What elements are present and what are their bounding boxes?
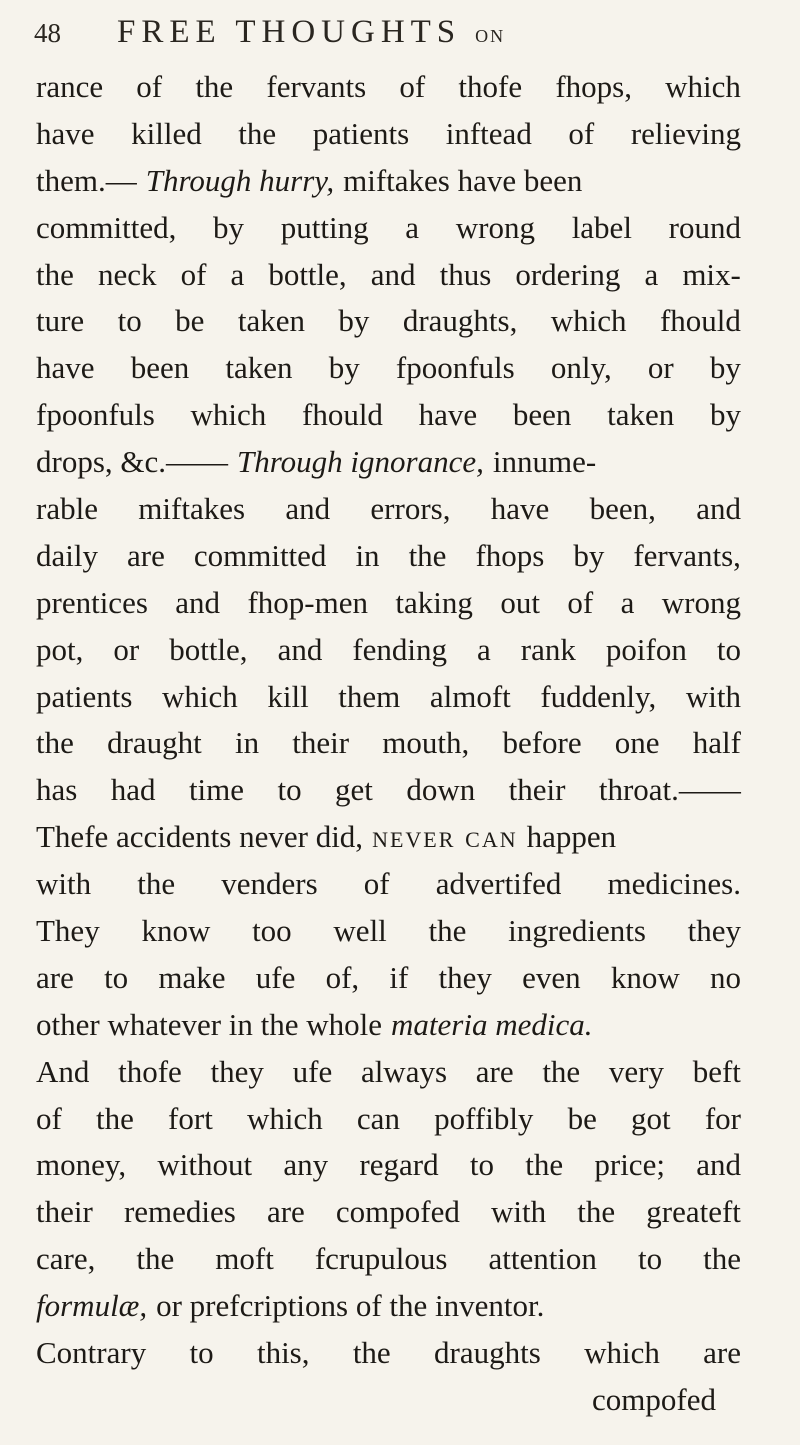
word: draught [107,725,202,761]
word: bottle, [268,256,347,292]
word: relieving [630,115,741,151]
word: has [36,772,78,808]
word: pot, [36,631,84,667]
word: to [469,1147,494,1183]
word: got [631,1100,671,1136]
catchword: compofed [592,1381,716,1417]
word: And [36,1053,90,1089]
word: They [36,913,100,949]
word: the [238,115,277,151]
word: beft [692,1053,741,1089]
italic-phrase: Through hurry, [145,162,335,198]
word: and [696,1147,741,1183]
word: and [277,631,323,667]
word: fpoonfuls [395,350,515,386]
word: fhould [659,303,741,339]
word: ufe [292,1053,333,1089]
word: rank [520,631,576,667]
word: ture [36,303,85,339]
text-line [36,908,741,955]
word: well [333,913,387,949]
word: the [703,1241,741,1277]
word: for [704,1100,741,1136]
word: to [117,303,142,339]
word: kill [267,678,309,714]
word: been [130,350,190,386]
word: if [389,959,409,995]
word: are [127,537,165,573]
word: with [491,1194,547,1230]
word: without [157,1147,253,1183]
text-span: happen [526,819,617,855]
word: the [96,1100,134,1136]
text-line [36,1283,741,1330]
word: of [363,866,390,902]
word: the [36,725,74,761]
word: fhould [302,397,383,433]
word: only, [550,350,612,386]
word: price; [594,1147,665,1183]
word: to [277,772,302,808]
word: Contrary [36,1335,147,1371]
word: had [110,772,156,808]
word: half [692,725,741,761]
word: of [180,256,207,292]
word: any [283,1147,329,1183]
word: remedies [123,1194,236,1230]
word: thofe [458,69,523,104]
word: been [512,397,572,433]
word: be [175,303,205,339]
word: taken [237,303,305,339]
word: daily [36,537,98,573]
word: have [36,350,95,386]
word: in [355,537,380,573]
word: prentices [36,584,148,620]
word: thus [439,256,492,292]
word: to [637,1241,663,1277]
word: round [668,209,741,245]
word: and [370,256,416,292]
word: very [608,1053,664,1089]
word: patients [312,115,410,151]
text-span: Thefe accidents never did, [36,819,364,855]
word: draughts, [402,303,518,339]
word: the [525,1147,564,1183]
word: fhops [475,537,545,573]
word: or [113,631,140,667]
word: the [352,1335,391,1371]
word: by [709,350,741,386]
word: greateft [646,1194,741,1230]
word: know [141,913,211,949]
word: they [438,959,492,995]
word: care, [36,1241,96,1277]
text-line [36,486,741,533]
word: putting [280,209,369,245]
body-text [36,64,741,1424]
word: and [696,491,741,527]
text-line [36,345,741,392]
word: moft [215,1241,274,1277]
word: committed, [36,209,177,245]
word: this, [256,1335,310,1371]
word: errors, [370,491,451,527]
word: thofe [118,1053,182,1089]
word: in [234,725,260,761]
word: taking [395,584,473,620]
word: have [418,397,478,433]
word: taken [225,350,293,386]
word: with [36,866,92,902]
text-line [36,1002,741,1049]
word: their [292,725,350,761]
word: label [571,209,632,245]
word: the [36,256,74,292]
word: their [36,1194,93,1230]
word: fpoonfuls [36,397,155,433]
word: neck [97,256,157,292]
text-line [36,439,741,486]
word: fhop-men [247,584,368,620]
word: draughts [434,1335,541,1371]
word: time [188,772,245,808]
word: fcrupulous [314,1241,448,1277]
word: regard [359,1147,439,1183]
word: by [573,537,605,573]
word: their [508,772,566,808]
word: almoft [429,678,511,714]
word: attention [488,1241,597,1277]
word: taken [607,397,675,433]
word: fervants, [633,537,741,573]
word: by [213,209,245,245]
word: which [584,1335,660,1371]
word: miftakes [138,491,246,527]
word: down [406,772,476,808]
word: are [475,1053,514,1089]
text-span: drops, &c.—— [36,444,229,480]
page-number: 48 [34,18,61,48]
word: to [104,959,129,995]
word: and [175,584,221,620]
text-line [36,580,741,627]
word: by [338,303,370,339]
text-span: innume- [492,444,597,480]
word: of [136,69,163,104]
word: the [428,913,467,949]
word: poifon [605,631,687,667]
word: ordering [515,256,621,292]
word: been, [589,491,656,527]
word: a [620,584,635,620]
word: fending [352,631,448,667]
word: too [252,913,292,949]
word: can [356,1100,400,1136]
text-line [36,111,741,158]
word: to [716,631,741,667]
word: fhops, [555,69,632,104]
word: mix- [682,256,741,292]
word: or [647,350,674,386]
word: of [568,115,595,151]
word: one [614,725,660,761]
word: by [709,397,741,433]
word: which [550,303,627,339]
word: get [335,772,373,808]
word: fervants [266,69,367,104]
word: have [490,491,550,527]
word: which [162,678,238,714]
word: by [328,350,360,386]
word: venders [221,866,318,902]
text-line [36,252,741,299]
text-line [36,1049,741,1096]
text-line [36,861,741,908]
word: advertifed [435,866,562,902]
text-line [36,1189,741,1236]
text-line [36,533,741,580]
word: killed [131,115,202,151]
word: them [338,678,401,714]
text-line [36,627,741,674]
text-line [36,814,741,861]
italic-phrase: materia medica. [391,1006,593,1042]
word: with [685,678,741,714]
word: be [567,1100,597,1136]
word: which [246,1100,323,1136]
text-line [36,1142,741,1189]
word: a [477,631,491,667]
word: of [36,1100,62,1136]
word: which [190,397,267,433]
text-line [36,720,741,767]
italic-phrase: formulæ, [36,1288,148,1324]
word: mouth, [382,725,470,761]
italic-phrase: Through ignorance, [237,444,484,480]
word: the [577,1194,616,1230]
word: fuddenly, [540,678,657,714]
text-line [36,205,741,252]
word: always [360,1053,448,1089]
text-line [36,392,741,439]
word: of, [325,959,360,995]
word: money, [36,1147,127,1183]
word: poffibly [434,1100,534,1136]
word: rable [36,491,98,527]
word: are [703,1335,741,1371]
word: the [542,1053,581,1089]
word: a [405,209,420,245]
word: inftead [445,115,532,151]
word: ufe [255,959,296,995]
word: which [665,69,741,104]
text-line [36,1096,741,1143]
word: of [567,584,594,620]
text-line [36,1330,741,1377]
word: out [500,584,540,620]
word: they [210,1053,264,1089]
word: ingredients [508,913,646,949]
word: wrong [455,209,535,245]
text-line [36,158,741,205]
word: the [195,69,234,104]
word: are [36,959,74,995]
word: the [137,866,176,902]
word: before [502,725,582,761]
word: throat.—— [598,772,741,808]
word: even [522,959,581,995]
text-span: or prefcriptions of the inventor. [156,1288,545,1324]
text-line [36,64,741,111]
word: and [285,491,331,527]
text-line [36,298,741,345]
text-span: other whatever in the whole [36,1006,383,1042]
word: patients [36,678,133,714]
word: know [610,959,680,995]
word: committed [193,537,327,573]
text-span: miftakes have been [343,162,583,198]
word: they [687,913,741,949]
word: a [644,256,659,292]
word: bottle, [169,631,248,667]
word: compofed [335,1194,460,1230]
page-header [34,14,734,58]
text-line [36,955,741,1002]
word: are [266,1194,305,1230]
text-span: them.— [36,162,137,198]
word: make [158,959,226,995]
word: the [136,1241,175,1277]
text-line [36,767,741,814]
text-line [36,1236,741,1283]
word: of [399,69,426,104]
text-line [36,674,741,721]
word: medicines. [607,866,741,902]
small-caps-phrase: never can [372,819,518,855]
word: a [230,256,245,292]
word: wrong [661,584,741,620]
word: to [189,1335,214,1371]
word: rance [36,69,104,104]
running-head-suffix: ON [475,26,506,46]
word: have [36,115,95,151]
word: fort [168,1100,213,1136]
word: no [709,959,741,995]
running-head: FREE THOUGHTS [117,14,462,50]
word: the [408,537,447,573]
